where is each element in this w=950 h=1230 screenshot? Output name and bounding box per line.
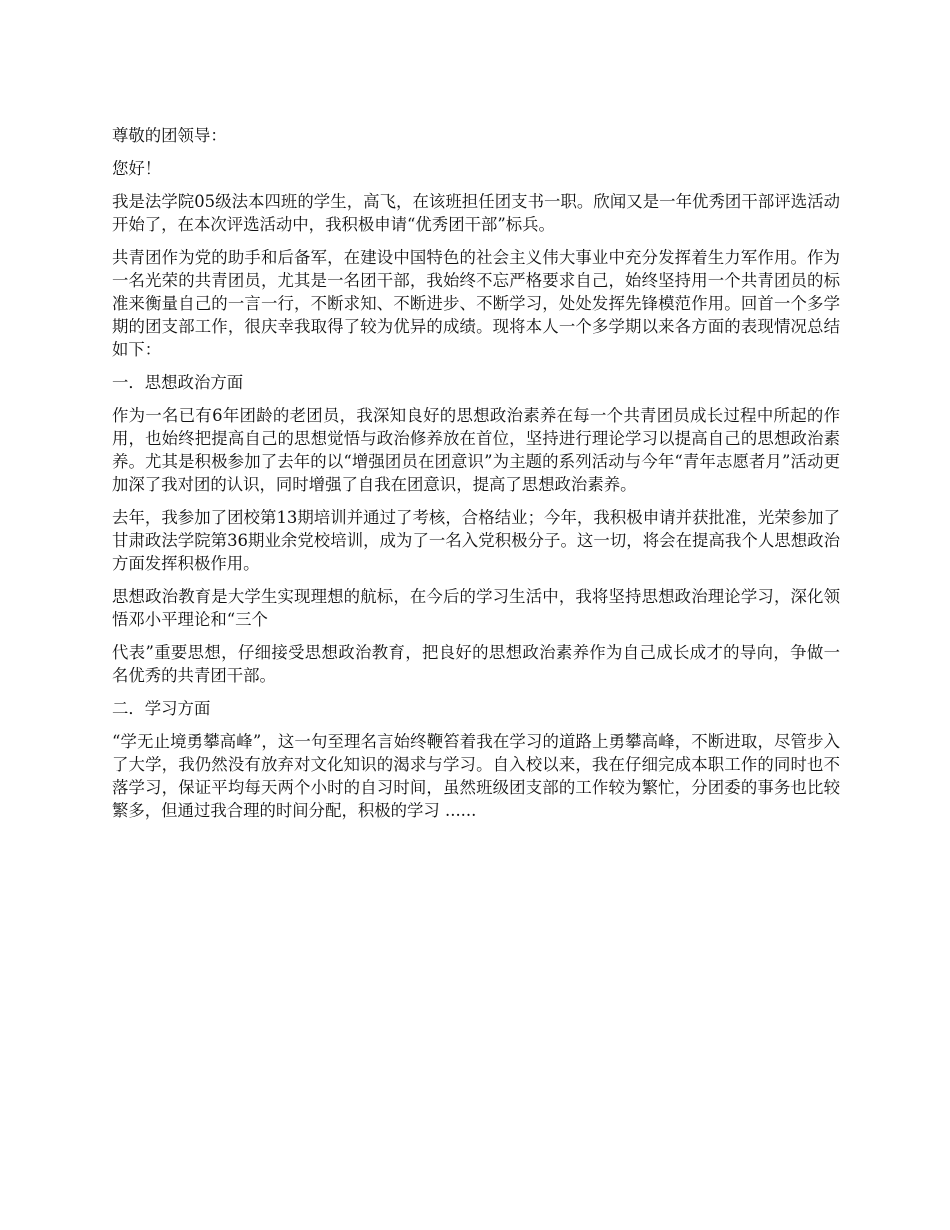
political-paragraph-1: 作为一名已有6年团龄的老团员，我深知良好的思想政治素养在每一个共青团员成长过程中所起的作用，也始终把提高自己的思想觉悟与政治修养放在首位，坚持进行理论学习以提高自己的思想政治素养。尤其是积极参加了去年的以“增强团员在团意识”为主题的系列活动与今年“青年志愿者月”活动更加深了我对团的认识，同时增强了自我在团意识，提高了思想政治素养。 — [112, 406, 840, 494]
greeting: 您好！ — [112, 159, 162, 178]
intro-paragraph: 我是法学院05级法本四班的学生，高飞，在该班担任团支书一职。欣闻又是一年优秀团干部评选活动开始了，在本次评选活动中，我积极申请“优秀团干部”标兵。 — [112, 192, 840, 234]
overview-paragraph: 共青团作为党的助手和后备军，在建设中国特色的社会主义伟大事业中充分发挥着生力军作用。作为一名光荣的共青团员，尤其是一名团干部，我始终不忘严格要求自己，始终坚持用一个共青团员的标准来衡量自己的一言一行，不断求知、不断进步、不断学习，处处发挥先锋模范作用。回首一个多学期的团支部工作，很庆幸我取得了较为优异的成绩。现将本人一个多学期以来各方面的表现情况总结如下： — [112, 248, 840, 359]
political-paragraph-2: 去年，我参加了团校第13期培训并通过了考核，合格结业；今年，我积极申请并获批准，光荣参加了甘肃政法学院第36期业余党校培训，成为了一名入党积极分子。这一切，将会在提高我个人思想政治方面发挥积极作用。 — [112, 508, 840, 573]
section-heading-political: 一．思想政治方面 — [112, 373, 244, 392]
study-paragraph-1: “学无止境勇攀高峰”，这一句至理名言始终鞭笞着我在学习的道路上勇攀高峰，不断进取，尽管步入了大学，我仍然没有放弃对文化知识的渴求与学习。自入校以来，我在仔细完成本职工作的同时也不落学习，保证平均每天两个小时的自习时间，虽然班级团支部的工作较为繁忙，分团委的事务也比较繁多，但通过我合理的时间分配，积极的学习 ...... — [112, 732, 840, 820]
political-paragraph-4: 代表”重要思想，仔细接受思想政治教育，把良好的思想政治素养作为自己成长成才的导向，争做一名优秀的共青团干部。 — [112, 643, 840, 685]
section-heading-study: 二．学习方面 — [112, 699, 211, 718]
political-paragraph-3: 思想政治教育是大学生实现理想的航标，在今后的学习生活中，我将坚持思想政治理论学习，深化领悟邓小平理论和“三个 — [112, 587, 840, 629]
document-page — [112, 124, 840, 832]
salutation: 尊敬的团领导： — [112, 126, 227, 145]
